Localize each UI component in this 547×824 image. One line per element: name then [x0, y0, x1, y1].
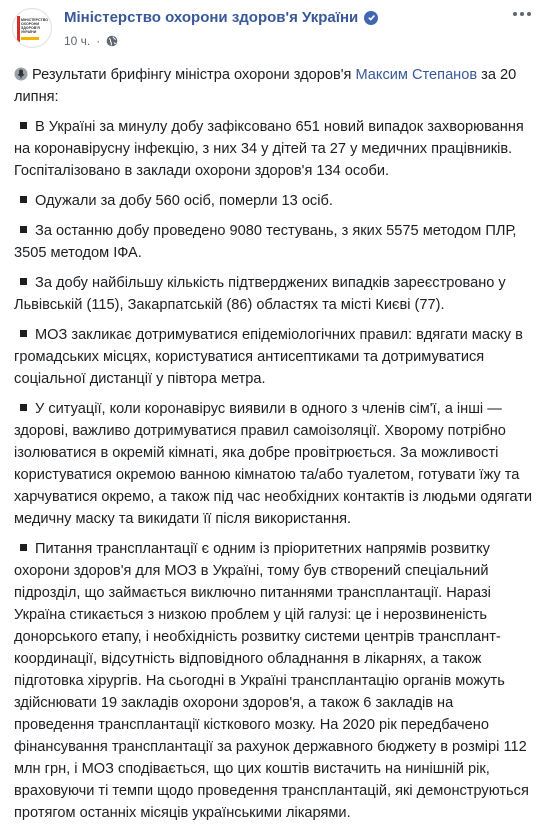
- page-avatar[interactable]: [12, 8, 52, 48]
- bullet-paragraph: [14, 190, 533, 212]
- bullet-paragraph: [14, 220, 533, 264]
- post-header: [0, 0, 547, 62]
- paragraph-text: Питання трансплантації є одним із пріоритетних напрямів розвитку охорони здоров'я для МОЗ в Україні, тому був створений спеціальний підрозділ, що займається виключно питаннями трансплантації. Наразі Україна стикається з низкою проблем у цій галузі: це і нерозвиненість донорського етапу, і необхідність розвитку системи центрів трансплант-координації, відсутність відповідного обладнання в лікарнях, а також підготовка хірургів. На сьогодні в Україні трансплантацію органів можуть здійснювати 19 закладів охорони здоров'я, а також 6 закладів на проведення трансплантації кісткового мозку. На 2020 рік передбачено фінансування трансплантації за рахунок державного бюджету в розмірі 112 млн грн, і МОЗ сподівається, що цих коштів вистачить на нинішній рік, враховуючи ті темпи щодо проведення трансплантацій, які демонструються протягом останніх місяців українськими лікарями.: [14, 541, 529, 821]
- post-meta: [64, 34, 118, 48]
- bullet-paragraph: [14, 272, 533, 316]
- minister-profile-link[interactable]: Максим Степанов: [355, 67, 478, 83]
- intro-date: за 20 липня:: [14, 67, 517, 105]
- post-body: [0, 64, 547, 824]
- bullet-paragraph: [14, 116, 533, 182]
- bullet-square-icon: [20, 544, 27, 551]
- page-name-link[interactable]: [64, 9, 378, 26]
- paragraph-text: В Україні за минулу добу зафіксовано 651 новий випадок захворювання на коронавірусну інфекцію, з них 34 у дітей та 27 у медичних працівників. Госпіталізовано в заклади охорони здоров'я 134 особи.: [14, 119, 524, 179]
- bullet-square-icon: [20, 278, 27, 285]
- verified-icon: [364, 11, 378, 25]
- paragraph-text: Одужали за добу 560 осіб, померли 13 осіб.: [35, 193, 333, 209]
- page-name[interactable]: Міністерство охорони здоров'я України: [64, 9, 359, 26]
- bullet-square-icon: [20, 122, 27, 129]
- more-options-icon[interactable]: [513, 12, 531, 16]
- bullet-paragraph: [14, 538, 533, 824]
- globe-icon[interactable]: [106, 35, 118, 47]
- paragraph-text: МОЗ закликає дотримуватися епідеміологічних правил: вдягати маску в громадських місцях, користуватися антисептиками та дотримуватися соціальної дистанції у півтора метра.: [14, 327, 523, 387]
- avatar-logo-text: МІНІСТЕРСТВО ОХОРОНИ ЗДОРОВ'Я УКРАЇНИ: [21, 18, 48, 34]
- bullet-paragraph: [14, 324, 533, 390]
- avatar-logo-stripe: [17, 16, 20, 42]
- microphone-icon: [14, 67, 28, 81]
- paragraph-text: За останню добу проведено 9080 тестувань, з яких 5575 методом ПЛР, 3505 методом ІФА.: [14, 223, 517, 261]
- bullet-square-icon: [20, 226, 27, 233]
- bullet-square-icon: [20, 404, 27, 411]
- bullet-square-icon: [20, 330, 27, 337]
- post-timestamp[interactable]: 10 ч.: [64, 34, 91, 48]
- paragraph-text: У ситуації, коли коронавірус виявили в одного з членів сім'ї, а інші — здорові, важливо дотримуватися правил самоізоляції. Хворому потрібно ізолюватися в окремій кімнаті, яка добре провітрюється. За можливості користуватися окремою ванною кімнатою та/або туалетом, готувати їжу та харчуватися окремо, а також під час необхідних контактів із людьми одягати медичну маску та викидати її після використання.: [14, 401, 533, 527]
- bullet-square-icon: [20, 196, 27, 203]
- bullet-paragraph: [14, 398, 533, 530]
- paragraph-text: За добу найбільшу кількість підтверджених випадків зареєстровано у Львівській (115), Закарпатській (86) областях та місті Києві (77).: [14, 275, 506, 313]
- avatar-logo-accent: [21, 37, 39, 40]
- intro-text: Результати брифінгу міністра охорони здоров'я: [32, 67, 356, 83]
- meta-separator: ·: [96, 34, 101, 48]
- post-intro: [14, 64, 533, 108]
